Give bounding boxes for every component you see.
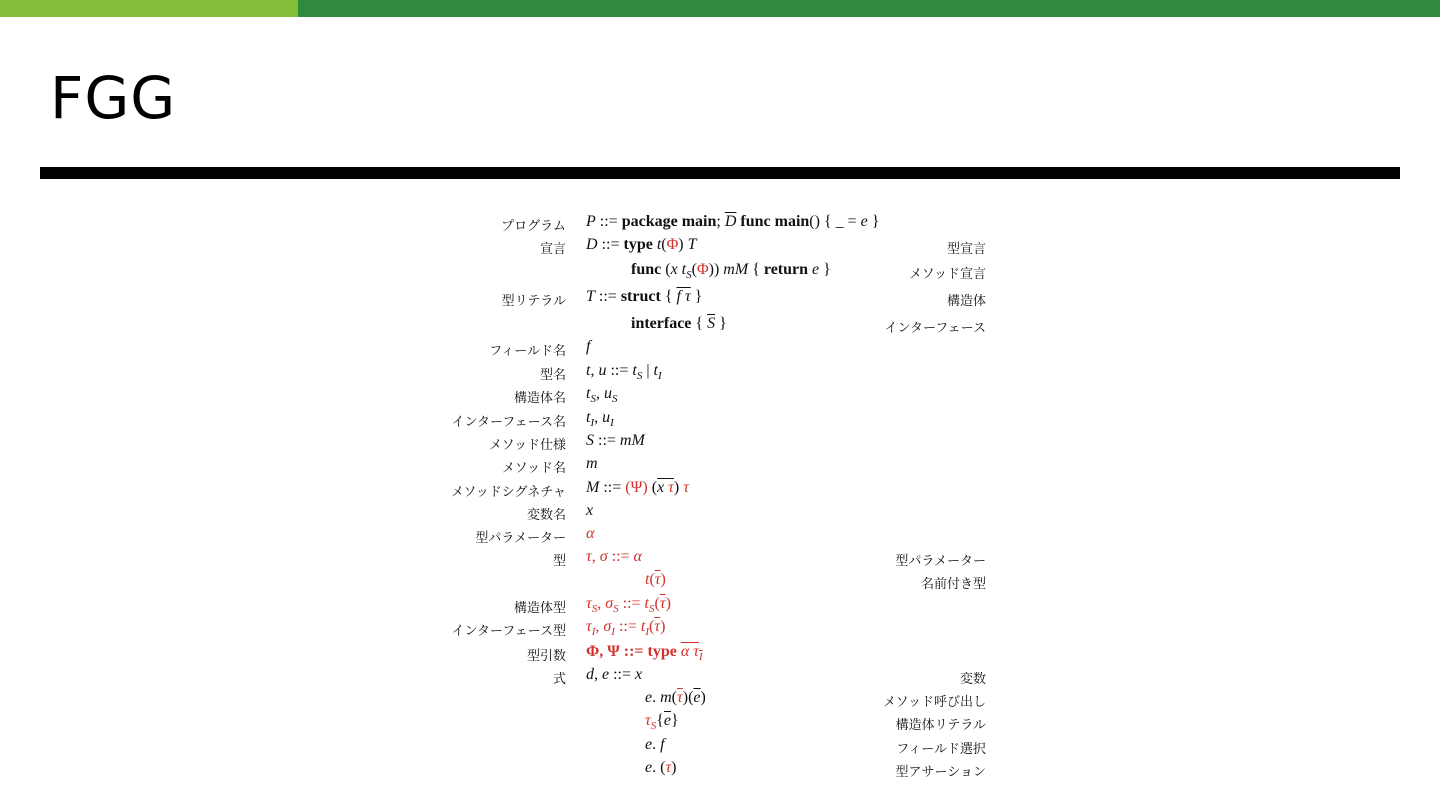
- desc-field-select: フィールド選択: [896, 742, 986, 757]
- formula-variable-name: x: [586, 502, 594, 519]
- formula-struct-name: $t_S$, $u_S$: [586, 385, 618, 406]
- label-type-argument: 型引数: [526, 649, 566, 664]
- label-type-name: 型名: [539, 368, 566, 383]
- desc-struct: 構造体: [946, 294, 986, 309]
- formula-interface: interface { $\overline{S}$ }: [631, 315, 727, 332]
- formula-method-decl: func (x $t_S(\Phi)$) mM { return e }: [631, 261, 831, 282]
- formula-method-call: e. $m(\overline{\tau})(\overline{e})$: [645, 689, 706, 706]
- desc-named-type: 名前付き型: [920, 577, 986, 592]
- desc-interface: インターフェース: [884, 321, 986, 336]
- desc-method-decl: メソッド宣言: [909, 267, 986, 282]
- label-interface-name: インターフェース名: [451, 415, 566, 430]
- formula-field-name: f: [586, 338, 591, 355]
- formula-expression: d, e ::= x: [586, 666, 643, 683]
- label-interface-type: インターフェース型: [451, 624, 566, 639]
- formula-declaration: D ::= type t(Φ) T: [586, 236, 697, 253]
- label-type-literal: 型リテラル: [501, 294, 566, 309]
- formula-interface-name: $t_I$, $u_I$: [586, 409, 614, 430]
- formula-type-argument: Φ, Ψ ::= type α $\tau_I$: [586, 643, 703, 664]
- formula-type-parameter: α: [586, 525, 595, 542]
- desc-variable: 変数: [959, 672, 986, 687]
- formula-type-literal: T ::= struct { f τ }: [586, 288, 703, 305]
- formula-type-assertion: e. (τ): [645, 759, 677, 776]
- label-struct-name: 構造体名: [513, 391, 566, 406]
- formula-interface-type: $\tau_I$, $\sigma_I$ ::= $t_I(\overline{\tau})$: [586, 618, 666, 639]
- formula-field-select: e. f: [645, 736, 665, 753]
- label-struct-type: 構造体型: [513, 601, 566, 616]
- formula-struct-literal: $\tau_S\{\overline{e}\}$: [645, 712, 679, 733]
- desc-struct-literal: 構造体リテラル: [895, 718, 986, 733]
- label-field-name: フィールド名: [489, 344, 566, 359]
- label-variable-name: 変数名: [526, 508, 566, 523]
- formula-named-type: $t(\overline{\tau})$: [645, 571, 666, 588]
- formula-method-spec: S ::= mM: [586, 432, 645, 449]
- formula-program: P ::= package main; $\overline{D}$ func main() { _ = e }: [586, 213, 880, 230]
- label-expression: 式: [552, 672, 566, 687]
- label-declaration: 宣言: [539, 242, 566, 257]
- formula-method-name: m: [586, 455, 598, 472]
- formula-struct-type: $\tau_S$, $\sigma_S$ ::= $t_S(\overline{\tau})$: [586, 595, 671, 616]
- label-program: プログラム: [501, 219, 566, 234]
- label-type: 型: [552, 554, 566, 569]
- label-method-signature: メソッドシグネチャ: [450, 485, 566, 500]
- label-type-parameter: 型パラメーター: [475, 531, 566, 546]
- slide-title: FGG: [50, 64, 177, 132]
- formula-method-signature: M ::= (Ψ) (x τ) τ: [586, 479, 689, 496]
- label-method-name: メソッド名: [502, 461, 566, 476]
- label-method-spec: メソッド仕様: [489, 438, 566, 453]
- desc-type-decl: 型宣言: [946, 242, 986, 257]
- formula-type: τ, σ ::= α: [586, 548, 642, 565]
- desc-method-call: メソッド呼び出し: [883, 695, 986, 710]
- desc-type-param: 型パラメーター: [895, 554, 986, 569]
- desc-type-assertion: 型アサーション: [895, 765, 986, 780]
- formula-type-name: t, u ::= $t_S$ | $t_I$: [586, 362, 662, 383]
